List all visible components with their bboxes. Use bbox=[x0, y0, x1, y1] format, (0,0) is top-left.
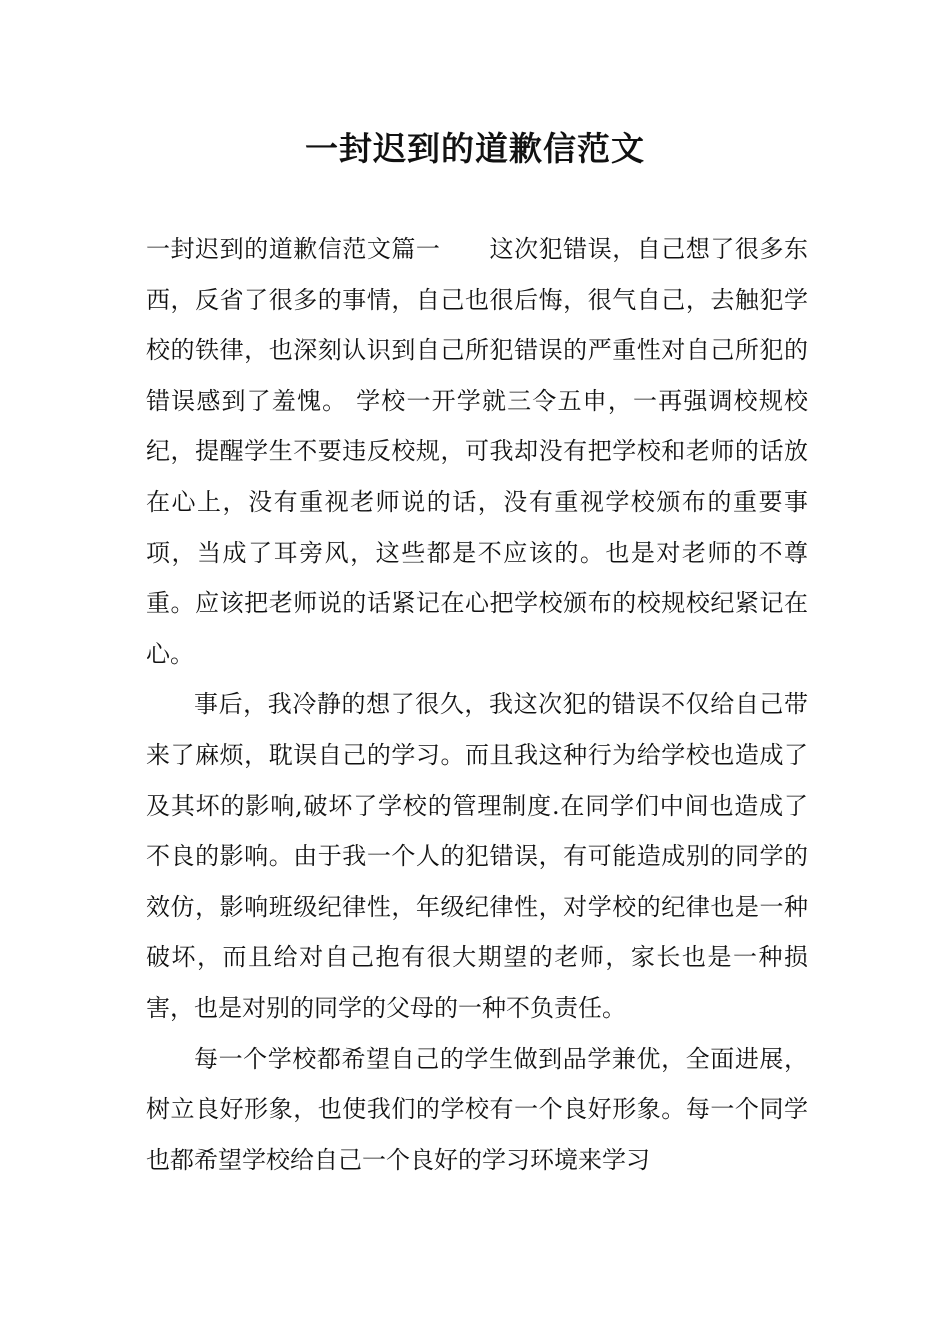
document-body bbox=[146, 224, 808, 1185]
paragraph-1: 一封迟到的道歉信范文篇一 这次犯错误，自己想了很多东西，反省了很多的事情，自己也很后悔，很气自己，去触犯学校的铁律，也深刻认识到自己所犯错误的严重性对自己所犯的错误感到了羞愧。 学校一开学就三令五申，一再强调校规校纪，提醒学生不要违反校规，可我却没有把学校和老师的话放在心上，没有重视老师说的话，没有重视学校颁布的重要事项，当成了耳旁风，这些都是不应该的。也是对老师的不尊重。应该把老师说的话紧记在心把学校颁布的校规校纪紧记在心。 bbox=[146, 235, 808, 668]
document-title: 一封迟到的道歉信范文 bbox=[305, 129, 645, 168]
paragraph-3: 每一个学校都希望自己的学生做到品学兼优，全面进展，树立良好形象，也使我们的学校有一个良好形象。每一个同学也都希望学校给自己一个良好的学习环境来学习 bbox=[146, 1044, 808, 1174]
paragraph-2: 事后，我冷静的想了很久，我这次犯的错误不仅给自己带来了麻烦，耽误自己的学习。而且我这种行为给学校也造成了及其坏的影响,破坏了学校的管理制度.在同学们中间也造成了不良的影响。由于我一个人的犯错误，有可能造成别的同学的效仿，影响班级纪律性，年级纪律性，对学校的纪律也是一种破坏，而且给对自己抱有很大期望的老师，家长也是一种损害，也是对别的同学的父母的一种不负责任。 bbox=[146, 690, 808, 1022]
